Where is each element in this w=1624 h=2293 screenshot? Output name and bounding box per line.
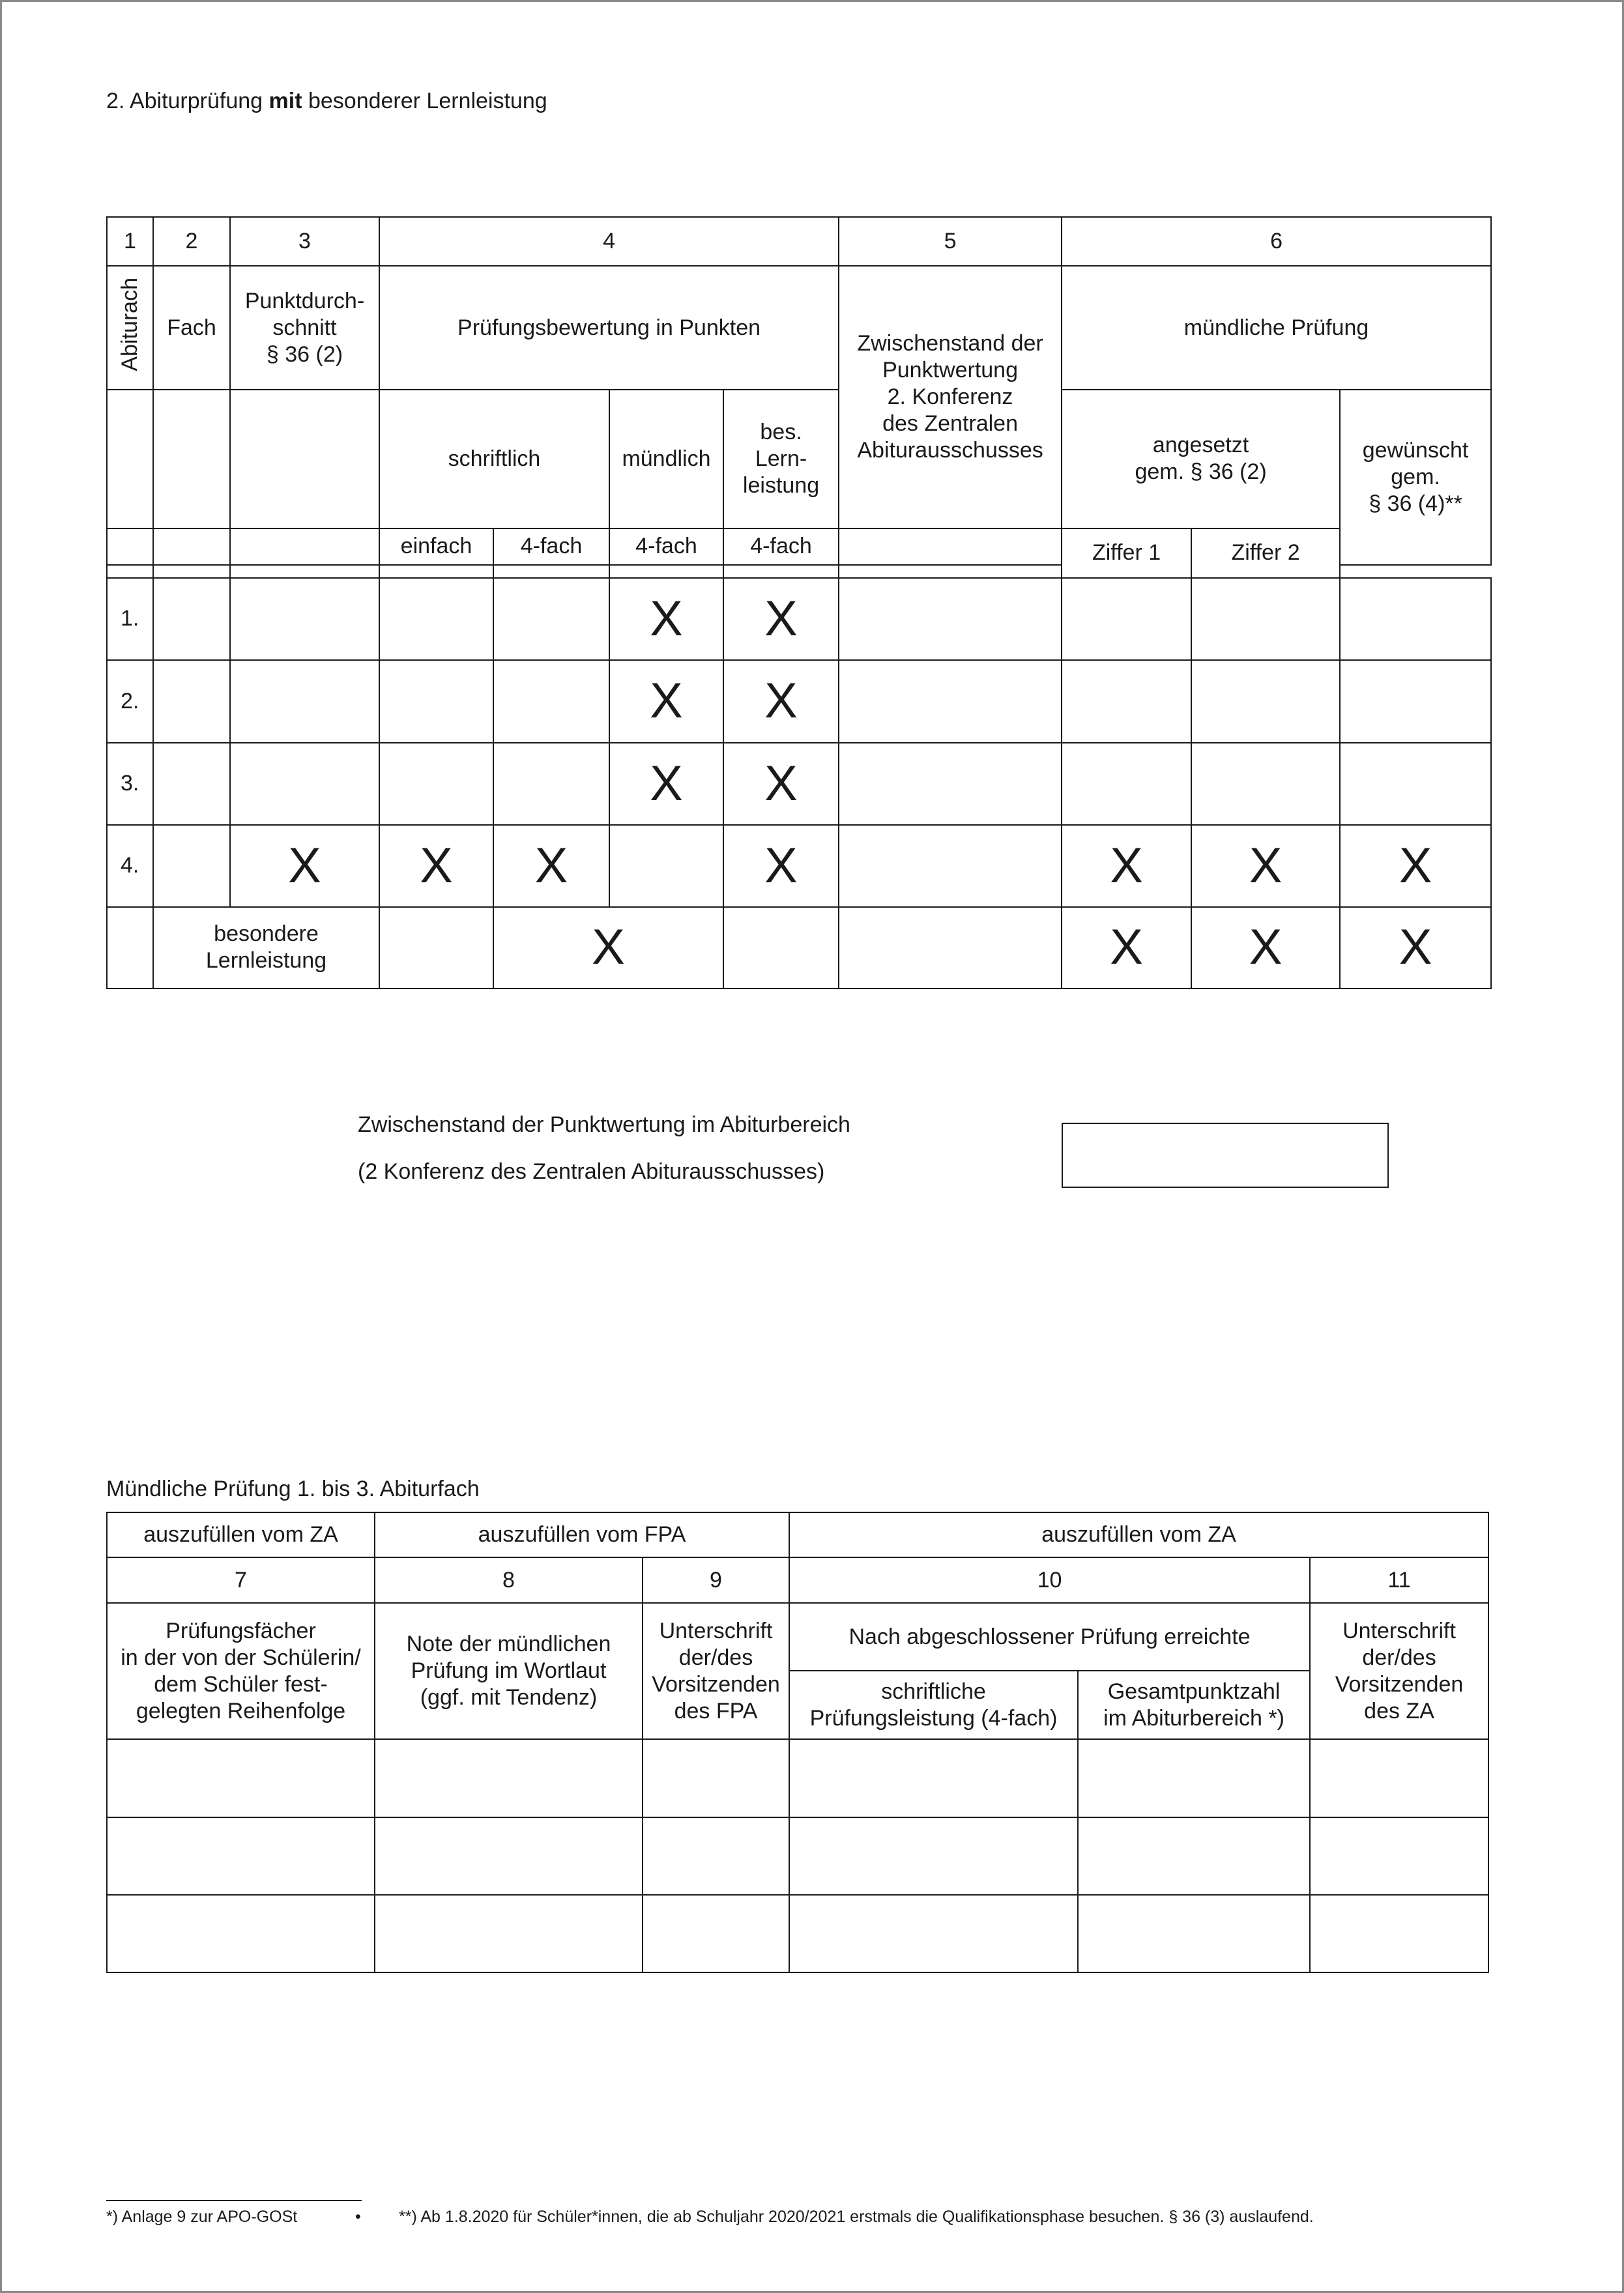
- header-nach-pruefung: Nach abgeschlossener Prüfung erreichte: [789, 1603, 1310, 1671]
- col-number-11: 11: [1310, 1557, 1488, 1604]
- header-zwischenstand: Zwischenstand der Punktwertung 2. Konferenz des Zentralen Abiturausschusses: [839, 266, 1062, 528]
- header-muendlich: mündlich: [609, 390, 723, 529]
- input-cell[interactable]: [1191, 660, 1340, 742]
- blank-cell: [839, 565, 1062, 578]
- input-cell[interactable]: [1340, 660, 1491, 742]
- input-cell[interactable]: [107, 1895, 375, 1972]
- x-mark: X: [723, 825, 839, 906]
- x-mark: X: [1340, 825, 1491, 906]
- header-ziffer-1: Ziffer 1: [1062, 528, 1191, 577]
- input-cell[interactable]: [1310, 1895, 1488, 1972]
- input-cell[interactable]: [379, 743, 493, 825]
- input-cell[interactable]: [379, 578, 493, 660]
- x-mark: X: [230, 825, 379, 906]
- blank-cell: [153, 390, 230, 529]
- label-besondere-lernleistung: besondere Lernleistung: [153, 907, 379, 988]
- blank-cell: [230, 528, 379, 564]
- x-mark: X: [609, 660, 723, 742]
- zwischenstand-input-box[interactable]: [1062, 1123, 1389, 1188]
- input-cell[interactable]: [1078, 1739, 1310, 1817]
- blank-cell: [153, 528, 230, 564]
- header-note: Note der mündlichen Prüfung im Wortlaut (ggf. mit Tendenz): [375, 1603, 643, 1739]
- section-heading: 2. Abiturprüfung mit besonderer Lernleistung: [106, 89, 547, 113]
- input-cell[interactable]: [839, 578, 1062, 660]
- input-cell[interactable]: [493, 578, 609, 660]
- input-cell[interactable]: [839, 907, 1062, 988]
- blank-cell: [379, 565, 493, 578]
- header-ziffer-2: Ziffer 2: [1191, 528, 1340, 577]
- input-cell[interactable]: [643, 1739, 789, 1817]
- header-4fach-lernleistung: 4-fach: [723, 528, 839, 564]
- x-mark: X: [493, 825, 609, 906]
- header-schriftlich: schriftlich: [379, 390, 609, 529]
- col-number-5: 5: [839, 217, 1062, 266]
- row-number-4: 4.: [107, 825, 153, 906]
- header-abiturfach: Abiturach: [107, 266, 153, 389]
- col-number-7: 7: [107, 1557, 375, 1604]
- blank-cell: [609, 565, 723, 578]
- x-mark: X: [1340, 907, 1491, 988]
- header-pruefungsbewertung: Prüfungsbewertung in Punkten: [379, 266, 839, 389]
- header-pruefungsfaecher: Prüfungsfächer in der von der Schülerin/ dem Schüler fest- gelegten Reihenfolge: [107, 1603, 375, 1739]
- x-mark: X: [1062, 825, 1191, 906]
- blank-cell: [107, 907, 153, 988]
- input-cell[interactable]: [723, 907, 839, 988]
- input-cell[interactable]: [107, 1739, 375, 1817]
- footnote-2: **) Ab 1.8.2020 für Schüler*innen, die ab Schuljahr 2020/2021 erstmals die Qualifikationsphase besuchen. § 36 (3) auslaufend.: [399, 2208, 1314, 2226]
- input-cell[interactable]: [1078, 1895, 1310, 1972]
- col-number-8: 8: [375, 1557, 643, 1604]
- x-mark: X: [379, 825, 493, 906]
- input-cell[interactable]: [1340, 743, 1491, 825]
- input-cell[interactable]: [493, 743, 609, 825]
- table-row: [107, 1817, 1488, 1895]
- muendliche-pruefung-title: Mündliche Prüfung 1. bis 3. Abiturfach: [106, 1477, 480, 1501]
- header-muendliche-pruefung: mündliche Prüfung: [1062, 266, 1491, 389]
- input-cell[interactable]: [839, 660, 1062, 742]
- group-za-1: auszufüllen vom ZA: [107, 1512, 375, 1557]
- col-number-3: 3: [230, 217, 379, 266]
- input-cell[interactable]: [153, 660, 230, 742]
- group-fpa: auszufüllen vom FPA: [375, 1512, 789, 1557]
- input-cell[interactable]: [379, 907, 493, 988]
- input-cell[interactable]: [379, 660, 493, 742]
- zwischenstand-label: Zwischenstand der Punktwertung im Abiturbereich (2 Konferenz des Zentralen Abiturausschusses): [358, 1112, 850, 1184]
- table-row: [107, 1895, 1488, 1972]
- x-mark: X: [723, 743, 839, 825]
- blank-cell: [839, 528, 1062, 564]
- blank-cell: [107, 390, 153, 529]
- x-mark: X: [493, 907, 723, 988]
- x-mark: X: [1062, 907, 1191, 988]
- input-cell[interactable]: [643, 1817, 789, 1895]
- table-row: [107, 1739, 1488, 1817]
- input-cell[interactable]: [1191, 578, 1340, 660]
- col-number-10: 10: [789, 1557, 1310, 1604]
- header-4fach-schriftlich: 4-fach: [493, 528, 609, 564]
- input-cell[interactable]: [230, 578, 379, 660]
- header-bes-lernleistung: bes. Lern- leistung: [723, 390, 839, 529]
- blank-cell: [723, 565, 839, 578]
- footnote-1: *) Anlage 9 zur APO-GOSt: [106, 2208, 298, 2226]
- input-cell[interactable]: [1062, 578, 1191, 660]
- header-angesetzt: angesetzt gem. § 36 (2): [1062, 390, 1340, 529]
- blank-cell: [107, 528, 153, 564]
- header-unterschrift-za: Unterschrift der/des Vorsitzenden des ZA: [1310, 1603, 1488, 1739]
- blank-cell: [107, 565, 153, 578]
- input-cell[interactable]: [107, 1817, 375, 1895]
- blank-cell: [230, 565, 379, 578]
- input-cell[interactable]: [1078, 1817, 1310, 1895]
- header-punktdurchschnitt: Punktdurch- schnitt § 36 (2): [230, 266, 379, 389]
- input-cell[interactable]: [609, 825, 723, 906]
- input-cell[interactable]: [1191, 743, 1340, 825]
- input-cell[interactable]: [1340, 578, 1491, 660]
- header-gewuenscht: gewünscht gem. § 36 (4)**: [1340, 390, 1491, 565]
- header-gesamtpunktzahl: Gesamtpunktzahl im Abiturbereich *): [1078, 1671, 1310, 1739]
- blank-cell: [153, 565, 230, 578]
- input-cell[interactable]: [153, 825, 230, 906]
- x-mark: X: [723, 660, 839, 742]
- input-cell[interactable]: [789, 1739, 1078, 1817]
- input-cell[interactable]: [375, 1739, 643, 1817]
- row-number-3: 3.: [107, 743, 153, 825]
- group-za-2: auszufüllen vom ZA: [789, 1512, 1488, 1557]
- input-cell[interactable]: [375, 1817, 643, 1895]
- header-fach: Fach: [153, 266, 230, 389]
- input-cell[interactable]: [839, 825, 1062, 906]
- row-number-1: 1.: [107, 578, 153, 660]
- input-cell[interactable]: [230, 660, 379, 742]
- muendliche-pruefung-table: [106, 1512, 1489, 1973]
- input-cell[interactable]: [493, 660, 609, 742]
- col-number-4: 4: [379, 217, 839, 266]
- input-cell[interactable]: [230, 743, 379, 825]
- col-number-6: 6: [1062, 217, 1491, 266]
- header-einfach: einfach: [379, 528, 493, 564]
- input-cell[interactable]: [1062, 660, 1191, 742]
- row-number-2: 2.: [107, 660, 153, 742]
- input-cell[interactable]: [789, 1817, 1078, 1895]
- pruefung-table: [106, 216, 1492, 989]
- input-cell[interactable]: [1310, 1739, 1488, 1817]
- x-mark: X: [723, 578, 839, 660]
- input-cell[interactable]: [1062, 743, 1191, 825]
- blank-cell: [493, 565, 609, 578]
- col-number-9: 9: [643, 1557, 789, 1604]
- input-cell[interactable]: [789, 1895, 1078, 1972]
- x-mark: X: [609, 578, 723, 660]
- col-number-1: 1: [107, 217, 153, 266]
- input-cell[interactable]: [153, 743, 230, 825]
- input-cell[interactable]: [153, 578, 230, 660]
- col-number-2: 2: [153, 217, 230, 266]
- x-mark: X: [1191, 907, 1340, 988]
- header-unterschrift-fpa: Unterschrift der/des Vorsitzenden des FPA: [643, 1603, 789, 1739]
- header-schriftliche-leistung: schriftliche Prüfungsleistung (4-fach): [789, 1671, 1078, 1739]
- footnote-divider: [106, 2200, 362, 2201]
- input-cell[interactable]: [1310, 1817, 1488, 1895]
- blank-cell: [230, 390, 379, 529]
- input-cell[interactable]: [839, 743, 1062, 825]
- x-mark: X: [1191, 825, 1340, 906]
- footnote-bullet: •: [355, 2208, 361, 2226]
- header-4fach-muendlich: 4-fach: [609, 528, 723, 564]
- input-cell[interactable]: [643, 1895, 789, 1972]
- input-cell[interactable]: [375, 1895, 643, 1972]
- x-mark: X: [609, 743, 723, 825]
